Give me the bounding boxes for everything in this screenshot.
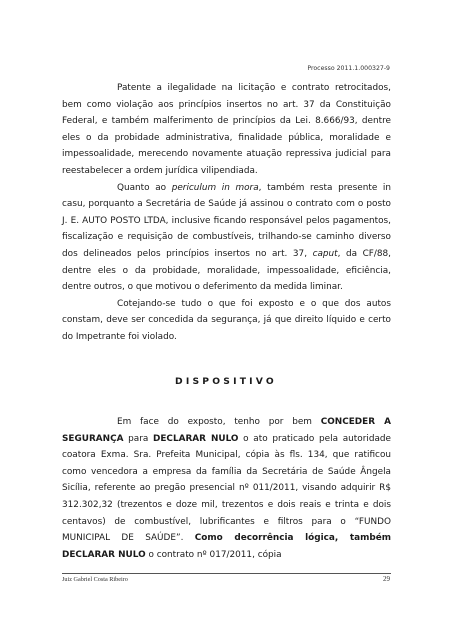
- caput-term: caput: [312, 248, 338, 259]
- periculum-in-mora-term: periculum in mora: [171, 182, 259, 193]
- conceder-seguranca-term: CONCEDER A SEGURANÇA: [62, 417, 391, 444]
- page-number: 29: [383, 575, 390, 583]
- footer-author: Juiz Gabriel Costa Ribeiro: [62, 576, 128, 583]
- body-text-top: [62, 80, 391, 346]
- paragraph-illegality: Patente a ilegalidade na licitação e contrato retrocitados, bem como violação aos princípios insertos no art. 37 da Constituição Federal, e também malferimento de princípios da Lei. 8.666/93, dentre eles o da probidade administrativa, finalidade pública, moralidade e impessoalidade, merecendo novamente atuação repressiva judicial para reestabelecer a ordem jurídica vilipendiada.: [62, 83, 391, 176]
- paragraph-periculum-part-e: , da CF/88, dentre eles o da probidade, moralidade, impessoalidade, eficiência, dentre outros, o que motivou o deferimento da medida liminar.: [62, 248, 391, 293]
- paragraph-periculum-part-a: Quanto ao: [117, 182, 172, 193]
- body-text-bottom: [62, 414, 391, 563]
- process-number: Processo 2011.1.000327-9: [307, 65, 390, 72]
- paragraph-periculum: [62, 180, 391, 296]
- paragraph-periculum-part-c: , também resta presente in casu, porquanto a Secretária de Saúde já assinou o contrato com o posto J. E. AUTO POSTO LTDA, inclusive ficando responsável pelos pagamentos, fiscalização e requisição de combustíveis, trilhando-se caminho diverso dos delineados pelos princípios insertos no art. 37,: [62, 182, 391, 259]
- paragraph-ruling-part-a: Em face do exposto, tenho por bem: [117, 417, 321, 427]
- footer-divider: [62, 573, 391, 574]
- declarar-nulo-term: DECLARAR NULO: [153, 433, 239, 444]
- paragraph-ruling-part-g: o contrato nº 017/2011, cópia: [145, 549, 282, 560]
- paragraph-conclusion: Cotejando-se tudo o que foi exposto e o que dos autos constam, deve ser concedida da segurança, já que direito líquido e certo do Impetrante foi violado.: [62, 298, 391, 342]
- paragraph-ruling-part-e: o ato praticado pela autoridade coatora Exma. Sra. Prefeita Municipal, cópia às fls. 134, que ratificou como vencedora a empresa da família da Secretária de Saúde Ângela Sicília, referente ao pregão presencial nº 011/2011, visando adquirir R$ 312.302,32 (trezentos e doze mil, trezentos e dois reais e trinta e dois centavos) de combustível, lubrificantes e filtros para o “FUNDO MUNICIPAL DE SAÚDE”.: [62, 433, 391, 544]
- paragraph-ruling: [62, 414, 391, 563]
- paragraph-ruling-part-c: para: [123, 433, 153, 444]
- consequence-bold-term: Como decorrência lógica, também DECLARAR NULO: [62, 533, 391, 560]
- section-heading-dispositivo: DISPOSITIVO: [175, 376, 277, 387]
